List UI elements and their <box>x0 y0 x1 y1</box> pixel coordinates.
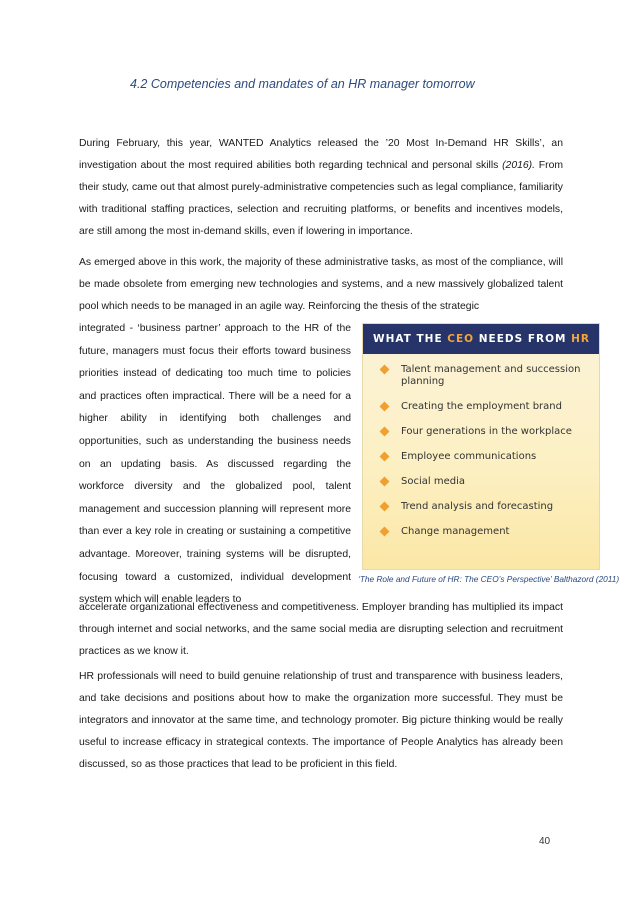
diamond-bullet-icon <box>380 477 390 487</box>
figure-title-part-2: NEEDS FROM <box>474 333 572 345</box>
figure-caption: ‘The Role and Future of HR: The CEO’s Perspective’ Balthazord (2011) <box>358 574 620 584</box>
paragraph-2-wrapped: integrated - ‘business partner’ approach to the HR of the future, managers must focus their efforts toward business priorities instead of dedicating too much time to policies and practices often impractical. There will be a need for a higher ability in identifying both challenges and opportunities, such as understanding the business needs on an updating basis. As discussed regarding the workforce diversity and the globalized pool, talent management and succession planning will represent more than ever a key role in creating or sustaining a competitive advantage. Moreover, training systems will be disrupted, focusing toward a customized, individual development system which will enable leaders to <box>79 323 351 606</box>
section-heading: 4.2 Competencies and mandates of an HR manager tomorrow <box>130 77 475 91</box>
figure-title-hr: HR <box>571 333 590 345</box>
list-item <box>381 526 599 538</box>
diamond-bullet-icon <box>380 452 390 462</box>
diamond-bullet-icon <box>380 427 390 437</box>
paragraph-1-citation: (2016). <box>502 160 536 171</box>
list-item-text: Social media <box>401 476 465 487</box>
diamond-bullet-icon <box>380 402 390 412</box>
figure-title <box>363 324 599 354</box>
ceo-needs-figure <box>362 323 600 570</box>
page-number: 40 <box>539 836 551 847</box>
paragraph-2-full-width: As emerged above in this work, the majority of these administrative tasks, as most of the compliance, will be made obsolete from emerging new technologies and systems, and a new massively globalized talent pool which needs to be managed in an agile way. Reinforcing the thesis of the strategic <box>79 257 563 312</box>
diamond-bullet-icon <box>380 527 390 537</box>
list-item-text: Four generations in the workplace <box>401 426 572 437</box>
list-item <box>381 501 599 513</box>
figure-list <box>363 364 599 538</box>
diamond-bullet-icon <box>380 365 390 375</box>
paragraph-2-continued: accelerate organizational effectiveness and competitiveness. Employer branding has multiplied its impact through internet and social networks, and the same social media are disrupting selection and recruitment practices as we know it. <box>79 602 563 657</box>
list-item-text: Creating the employment brand <box>401 401 562 412</box>
figure-title-part-1: WHAT THE <box>373 333 448 345</box>
paragraph-1 <box>79 133 563 243</box>
list-item-text: Talent management and succession planning <box>401 364 581 387</box>
paragraph-1-text-start: During February, this year, WANTED Analytics released the ’20 Most In-Demand HR Skills’, an investigation about the most required abilities both regarding technical and personal skills <box>79 138 563 171</box>
list-item <box>381 476 599 488</box>
list-item <box>381 364 599 388</box>
list-item-text: Change management <box>401 526 510 537</box>
figure-title-ceo: CEO <box>447 333 475 345</box>
paragraph-3: HR professionals will need to build genuine relationship of trust and transparence with business leaders, and take decisions and positions about how to make the organization more successful. They must be integrators and innovator at the same time, and technology promoter. Big picture thinking would be really useful to increase efficacy in strategical contexts. The importance of People Analytics has already been discussed, so as those practices that lead to be proficient in this field. <box>79 671 563 770</box>
paragraph-1-text-end: From their study, came out that almost purely-administrative competencies such as legal compliance, familiarity with traditional staffing practices, selection and recruiting platforms, or benefits and incentives models, are still among the most in-demand skills, even if lowering in importance. <box>79 160 564 237</box>
list-item-text: Trend analysis and forecasting <box>401 501 554 512</box>
list-item <box>381 401 599 413</box>
list-item <box>381 426 599 438</box>
diamond-bullet-icon <box>380 502 390 512</box>
list-item-text: Employee communications <box>401 451 537 462</box>
list-item <box>381 451 599 463</box>
